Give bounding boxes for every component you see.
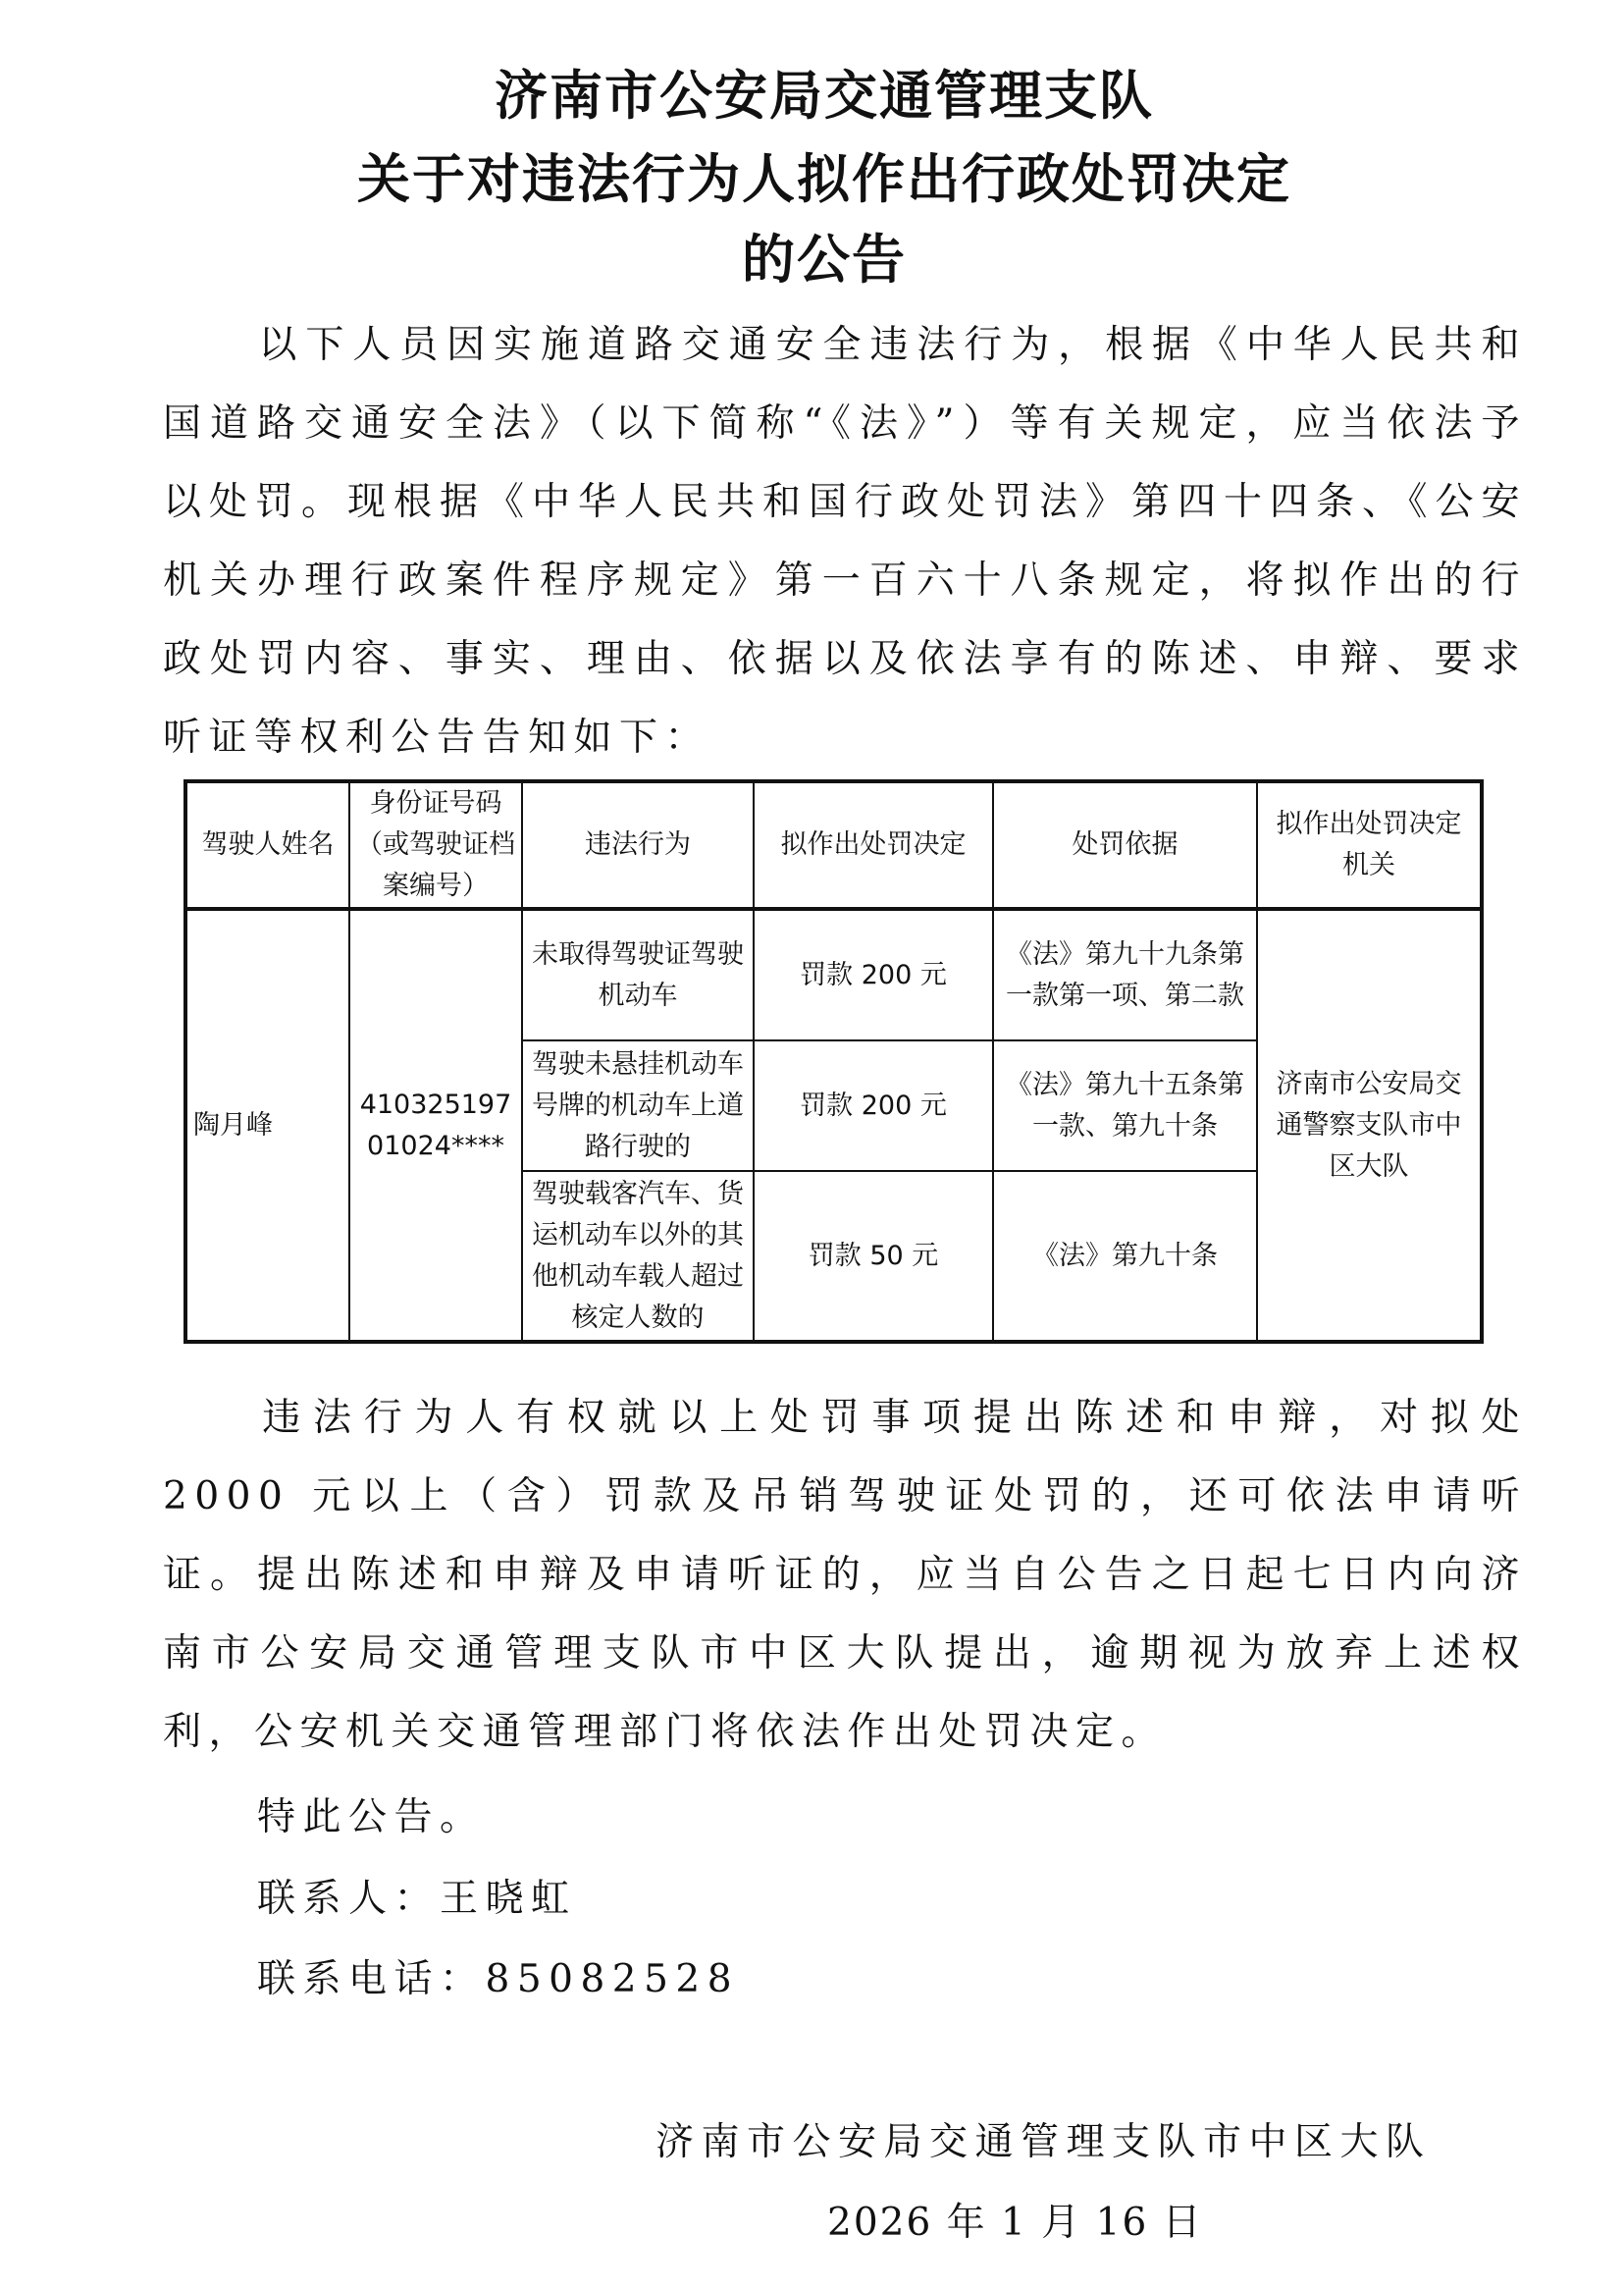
header-basis: 处罚依据 — [993, 781, 1257, 909]
title-line-2: 关于对违法行为人拟作出行政处罚决定 — [357, 148, 1291, 210]
title-line-3: 的公告 — [742, 229, 907, 291]
violation-penalty: 罚款 200 元 — [754, 1040, 993, 1171]
violation-basis: 《法》第九十五条第一款、第九十条 — [993, 1040, 1257, 1171]
header-id-number: 身份证号码（或驾驶证档案编号） — [349, 781, 522, 909]
signature: 济南市公安局交通管理支队市中区大队 — [655, 2120, 1432, 2164]
header-penalty: 拟作出处罚决定 — [754, 781, 993, 909]
violation-behavior: 驾驶未悬挂机动车号牌的机动车上道路行驶的 — [522, 1040, 754, 1171]
contact-phone: 联系电话：85082528 — [257, 1957, 740, 2001]
driver-name: 陶月峰 — [185, 909, 349, 1342]
violation-penalty: 罚款 50 元 — [754, 1171, 993, 1342]
date: 2026 年 1 月 16 日 — [827, 2201, 1203, 2245]
header-violation: 违法行为 — [522, 781, 754, 909]
contact-person: 联系人：王晓虹 — [257, 1877, 577, 1921]
rights-paragraph — [163, 1379, 1527, 1772]
violation-basis: 《法》第九十九条第一款第一项、第二款 — [993, 909, 1257, 1040]
table-row — [185, 909, 1482, 1040]
id-number: 41032519701024**** — [349, 909, 522, 1342]
violation-penalty: 罚款 200 元 — [754, 909, 993, 1040]
authority: 济南市公安局交通警察支队市中区大队 — [1257, 909, 1482, 1342]
violation-basis: 《法》第九十条 — [993, 1171, 1257, 1342]
penalty-table — [183, 779, 1484, 1344]
closing: 特此公告。 — [257, 1795, 486, 1839]
rights-text: 违法行为人有权就以上处罚事项提出陈述和申辩，对拟处 2000 元以上（含）罚款及吊销驾驶证处罚的，还可依法申请听证。提出陈述和申辩及申请听证的，应当自公告之日起七日内向济南市公安局交通管理支队市中区大队提出，逾期视为放弃上述权利，公安机关交通管理部门将依法作出处罚决定。 — [163, 1396, 1527, 1754]
header-authority: 拟作出处罚决定机关 — [1257, 781, 1482, 909]
violation-behavior: 驾驶载客汽车、货运机动车以外的其他机动车载人超过核定人数的 — [522, 1171, 754, 1342]
intro-paragraph — [163, 306, 1527, 777]
title-line-1: 济南市公安局交通管理支队 — [495, 65, 1154, 127]
intro-text: 以下人员因实施道路交通安全违法行为，根据《中华人民共和国道路交通安全法》（以下简称“《法》”）等有关规定，应当依法予以处罚。现根据《中华人民共和国行政处罚法》第四十四条、《公安机关办理行政案件程序规定》第一百六十八条规定，将拟作出的行政处罚内容、事实、理由、依据以及依法享有的陈述、申辩、要求听证等权利公告告知如下： — [163, 323, 1527, 760]
header-driver-name: 驾驶人姓名 — [185, 781, 349, 909]
violation-behavior: 未取得驾驶证驾驶机动车 — [522, 909, 754, 1040]
